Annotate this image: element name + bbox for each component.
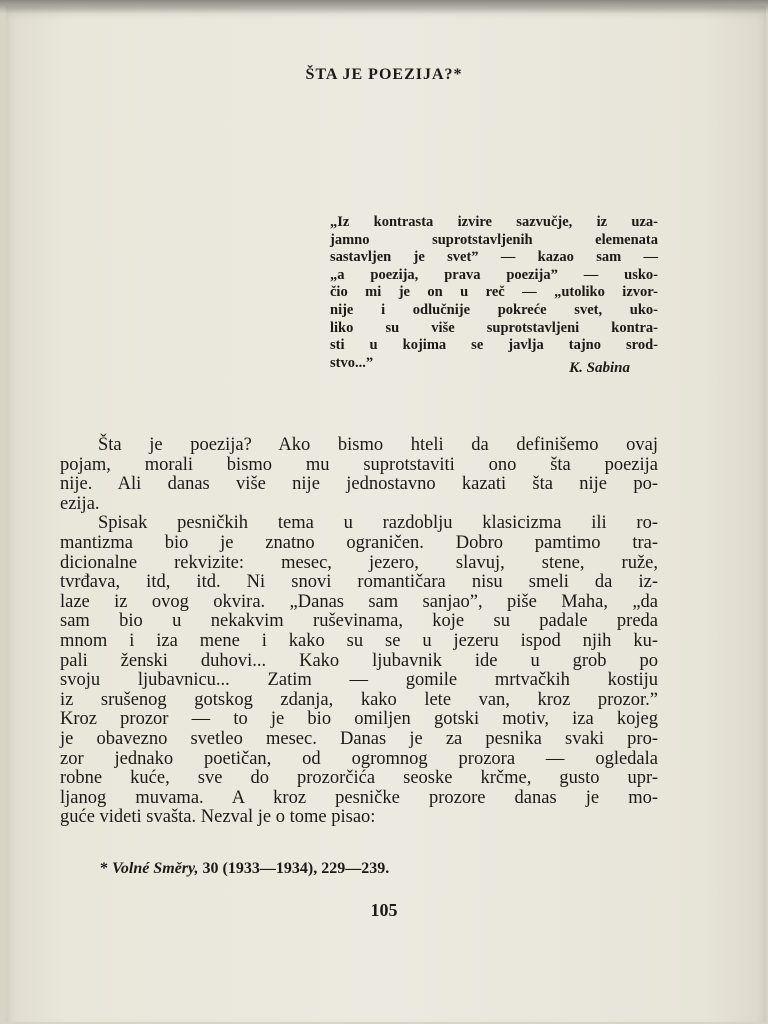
body-line: ezija.	[60, 493, 100, 514]
body-line: laze iz ovog okvira. „Danas sam sanjao”, piše Maha, „da	[60, 591, 658, 612]
epigraph-line: nije i odlučnije pokreće svet, uko-	[330, 301, 658, 318]
body-text	[60, 436, 658, 828]
epigraph-attribution: K. Sabina	[569, 360, 630, 376]
body-line: dicionalne rekvizite: mesec, jezero, slavuj, stene, ruže,	[60, 552, 658, 573]
body-line: ljanog muvama. A kroz pesničke prozore danas je mo-	[60, 787, 658, 808]
body-line: zor jednako poetičan, od ogromnog prozora — ogledala	[60, 748, 658, 769]
body-line: robne kuće, sve do prozorčića seoske krčme, gusto upr-	[60, 768, 658, 789]
epigraph-line: sastavljen je svet” — kazao sam —	[330, 249, 658, 266]
body-line: mantizma bio je znatno ograničen. Dobro pamtimo tra-	[60, 532, 658, 553]
epigraph-line: liko su više suprotstavljeni kontra-	[330, 319, 658, 336]
body-line: Spisak pesničkih tema u razdoblju klasicizma ili ro-	[98, 513, 658, 534]
body-line: tvrđava, itd, itd. Ni snovi romantičara nisu smeli da iz-	[60, 572, 658, 593]
page-title: ŠTA JE POEZIJA?*	[305, 66, 463, 83]
body-line: Šta je poezija? Ako bismo hteli da definišemo ovaj	[98, 435, 658, 455]
body-line: mnom i iza mene i kako su se u jezeru ispod njih ku-	[60, 630, 658, 651]
body-line: pali ženski duhovi... Kako ljubavnik ide u grob po	[60, 650, 658, 671]
epigraph-line: stvo...”	[330, 354, 374, 371]
epigraph-line: čio mi je on u reč — „utoliko izvor-	[330, 284, 658, 301]
footnote	[100, 860, 600, 878]
epigraph-line: „a poezija, prava poezija” — usko-	[330, 266, 658, 283]
epigraph	[330, 214, 658, 372]
epigraph-line: sti u kojima se javlja tajno srod-	[330, 337, 658, 354]
page-number: 105	[370, 900, 398, 920]
body-line: Kroz prozor — to je bio omiljen gotski motiv, iza kojeg	[60, 709, 658, 730]
body-line: iz srušenog gotskog zdanja, kako lete van, kroz prozor.”	[60, 689, 658, 710]
epigraph-line: jamno suprotstavljenih elemenata	[330, 231, 658, 248]
body-line: pojam, morali bismo mu suprotstaviti ono šta poezija	[60, 454, 658, 475]
epigraph-line: „Iz kontrasta izvire sazvučje, iz uza-	[330, 214, 658, 230]
body-line: je obavezno svetleo mesec. Danas je za pesnika svaki pro-	[60, 728, 658, 749]
footnote-details: 30 (1933—1934), 229—239.	[198, 860, 390, 877]
body-line: svoju ljubavnicu... Zatim — gomile mrtvačkih kostiju	[60, 670, 658, 691]
body-line: sam bio u nekakvim ruševinama, koje su padale preda	[60, 611, 658, 632]
footnote-marker: *	[100, 860, 112, 877]
body-line: nije. Ali danas više nije jednostavno kazati šta nije po-	[60, 474, 658, 495]
footnote-journal: Volné Směry,	[112, 860, 199, 877]
body-line: guće videti svašta. Nezval je o tome pisao:	[60, 807, 376, 828]
page-top-shadow	[0, 0, 768, 14]
